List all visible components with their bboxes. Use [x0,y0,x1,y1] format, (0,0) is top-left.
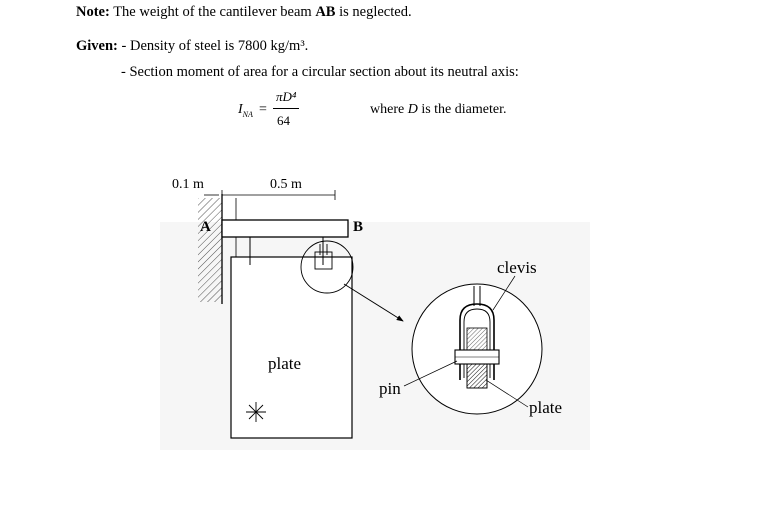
note-text-bold: AB [315,4,336,20]
where-post: is the diameter. [417,102,507,117]
where-var: D [407,102,418,117]
given-line-2: - Section moment of area for a circular section about its neutral axis: [121,64,519,80]
formula-symbol: I [238,102,243,117]
formula-numerator: πD⁴ [276,89,297,104]
given-label: Given: [76,38,118,54]
wall-hatch [198,198,222,302]
plate-detail-label: plate [529,398,563,417]
formula-equals: = [259,102,267,117]
pin-label: pin [379,379,401,398]
wall-support [198,194,222,304]
plate-label: plate [268,354,302,373]
beam-ab [222,220,348,237]
note-text-pre: The weight of the cantilever beam [113,4,316,20]
dim-left-label: 0.1 m [172,177,204,192]
formula-denominator: 64 [277,113,290,128]
point-b-label: B [353,219,364,235]
clevis-label: clevis [497,258,537,277]
where-pre: where [370,102,408,117]
point-a-label: A [200,219,211,235]
note-text-post: is neglected. [335,4,412,20]
center-of-gravity-mark [246,402,266,422]
formula-subscript: NA [242,109,253,119]
given-density: - Density of steel is 7800 kg/m³. [121,38,309,54]
dim-beam-label: 0.5 m [270,177,302,192]
note-label: Note: [76,4,110,20]
plate [231,257,352,438]
plate-section [467,364,487,388]
